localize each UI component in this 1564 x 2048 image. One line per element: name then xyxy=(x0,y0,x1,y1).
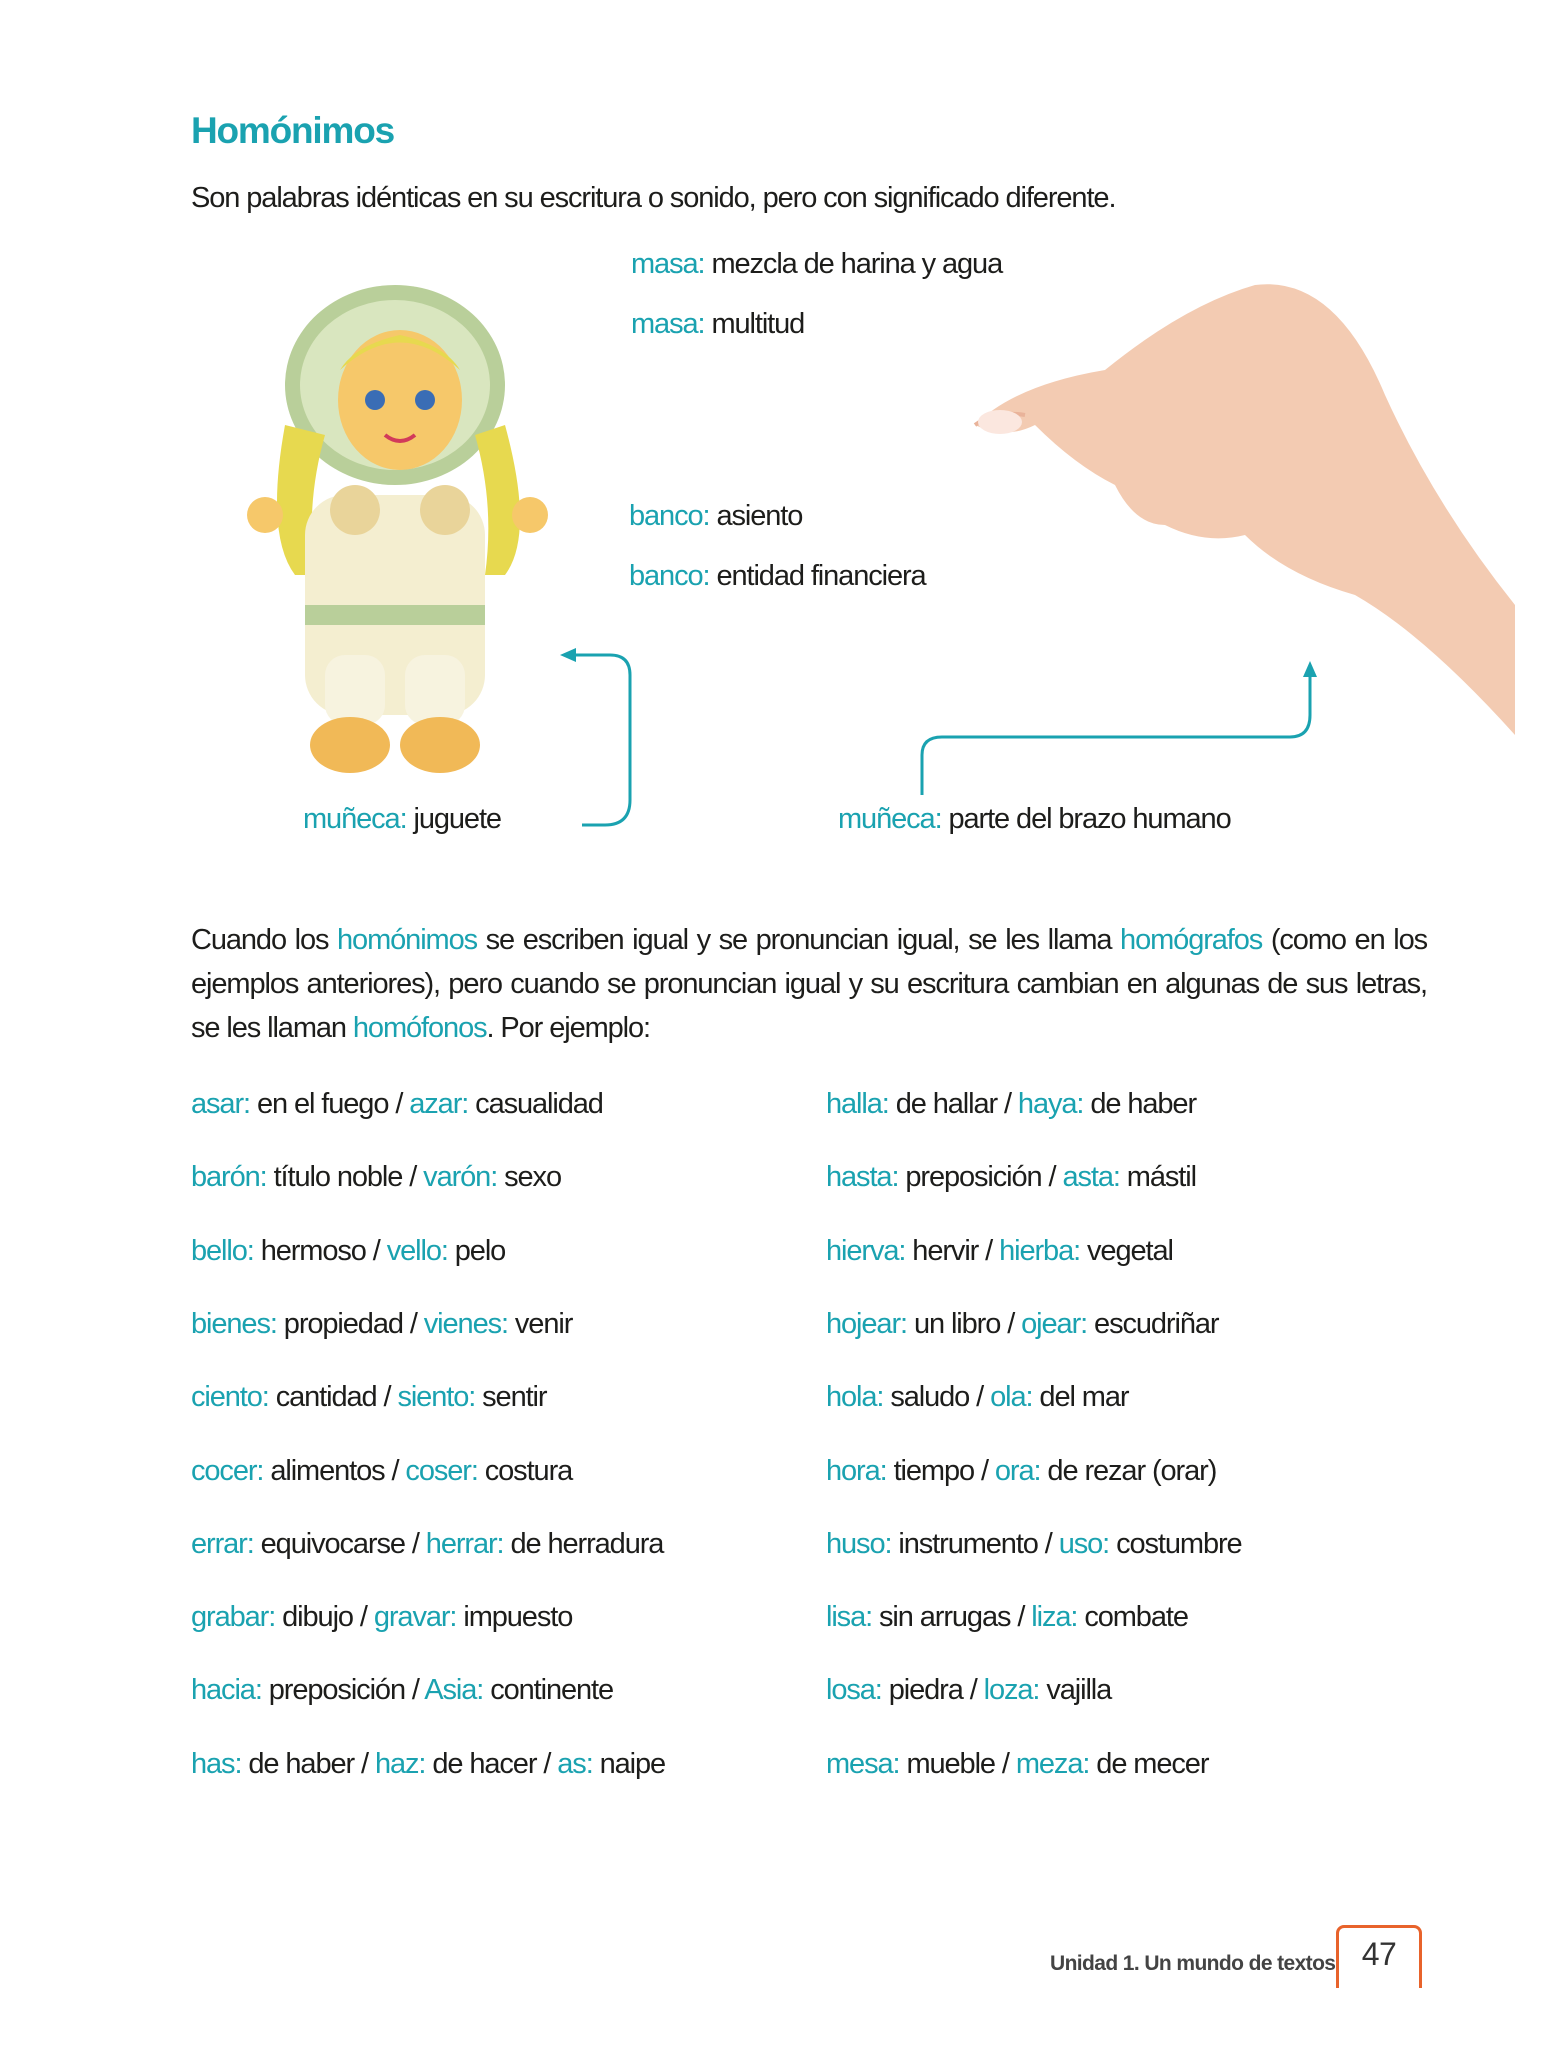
paragraph-text: se escriben igual y se pronuncian igual, se les llama xyxy=(477,924,1121,956)
term: hacia: xyxy=(191,1674,262,1707)
example-masa-1 xyxy=(631,248,1002,281)
list-row xyxy=(826,1601,1188,1634)
separator: / xyxy=(1037,1527,1059,1560)
definition: de hacer xyxy=(425,1747,537,1780)
term: banco: xyxy=(629,500,710,532)
list-row xyxy=(826,1088,1196,1121)
term: masa: xyxy=(631,248,705,280)
example-banco-2 xyxy=(629,560,926,593)
definition: mástil xyxy=(1119,1161,1196,1194)
term: mesa: xyxy=(826,1747,900,1780)
section-title: Homónimos xyxy=(191,110,394,151)
definition: de haber xyxy=(241,1747,355,1780)
term: has: xyxy=(191,1747,242,1780)
separator: / xyxy=(402,1161,424,1194)
term: haya: xyxy=(1017,1088,1084,1120)
list-row xyxy=(191,1601,572,1634)
intro-text: Son palabras idénticas en su escritura o sonido, pero con significado diferente. xyxy=(191,182,1116,214)
definition: de herradura xyxy=(503,1527,664,1560)
paragraph-text: . Por ejemplo: xyxy=(486,1012,651,1044)
list-row xyxy=(191,1748,665,1781)
definition: saludo xyxy=(883,1381,970,1414)
definition: juguete xyxy=(406,803,501,835)
list-row xyxy=(826,1455,1216,1488)
list-row xyxy=(826,1528,1242,1561)
highlighted-term: homógrafos xyxy=(1120,924,1263,956)
definition: de rezar (orar) xyxy=(1040,1454,1217,1487)
term: barón: xyxy=(191,1161,267,1194)
separator: / xyxy=(404,1674,425,1707)
definition: preposición xyxy=(261,1674,405,1707)
definition: continente xyxy=(483,1674,614,1707)
term: liza: xyxy=(1031,1601,1078,1634)
definition: naipe xyxy=(592,1747,666,1780)
separator: / xyxy=(388,1088,410,1120)
term: varón: xyxy=(423,1161,498,1194)
term: Asia: xyxy=(424,1674,484,1707)
term: asar: xyxy=(191,1088,250,1120)
definition: costura xyxy=(477,1454,573,1487)
page-number-box xyxy=(1336,1925,1422,1988)
term: uso: xyxy=(1058,1527,1110,1560)
definition: cantidad xyxy=(268,1381,377,1414)
separator: / xyxy=(974,1454,995,1487)
definition: mueble xyxy=(899,1747,995,1780)
term: as: xyxy=(557,1747,593,1780)
separator: / xyxy=(354,1747,375,1780)
separator: / xyxy=(376,1381,398,1414)
definition: escudriñar xyxy=(1087,1307,1219,1340)
term: vienes: xyxy=(423,1307,508,1340)
term: herrar: xyxy=(425,1527,504,1560)
definition: hervir xyxy=(905,1234,979,1267)
separator: / xyxy=(365,1234,387,1267)
definition: preposición xyxy=(898,1161,1042,1194)
list-row xyxy=(191,1528,663,1561)
highlighted-term: homófonos xyxy=(352,1012,487,1044)
term: lisa: xyxy=(826,1601,873,1634)
list-row xyxy=(191,1674,613,1707)
list-row xyxy=(191,1235,505,1268)
definition: vegetal xyxy=(1080,1234,1173,1267)
definition: multitud xyxy=(704,308,805,340)
term: hierba: xyxy=(999,1234,1081,1267)
doll-image xyxy=(245,275,585,775)
definition: equivocarse xyxy=(253,1527,405,1560)
definition: alimentos xyxy=(263,1454,385,1487)
definition: dibujo xyxy=(275,1601,353,1634)
definition: impuesto xyxy=(456,1601,573,1634)
list-row xyxy=(826,1381,1128,1414)
list-row xyxy=(826,1748,1208,1781)
term: losa: xyxy=(826,1674,882,1707)
highlighted-term: homónimos xyxy=(337,924,478,956)
definition: sexo xyxy=(497,1161,561,1194)
separator: / xyxy=(1010,1601,1032,1634)
example-masa-2 xyxy=(631,308,804,341)
term: cocer: xyxy=(191,1454,264,1487)
definition: casualidad xyxy=(468,1088,603,1120)
list-row xyxy=(191,1088,603,1121)
separator: / xyxy=(969,1381,991,1414)
definition: piedra xyxy=(881,1674,963,1707)
separator: / xyxy=(402,1307,424,1340)
term: bello: xyxy=(191,1234,254,1267)
list-row xyxy=(191,1308,572,1341)
definition: costumbre xyxy=(1109,1527,1242,1560)
definition: entidad financiera xyxy=(709,560,926,592)
definition: vajilla xyxy=(1039,1674,1112,1707)
term: coser: xyxy=(405,1454,478,1487)
definition: propiedad xyxy=(276,1307,403,1340)
example-muneca-1 xyxy=(303,803,501,836)
definition: título noble xyxy=(266,1161,403,1194)
separator: / xyxy=(536,1747,558,1780)
arrow-to-doll-icon xyxy=(550,640,650,840)
page-number: 47 xyxy=(1361,1936,1397,1972)
definition: un libro xyxy=(906,1307,1001,1340)
paragraph-text: Cuando los xyxy=(191,924,338,956)
definition: sin arrugas xyxy=(872,1601,1011,1634)
definition: de hallar xyxy=(888,1088,998,1120)
definition: del mar xyxy=(1032,1381,1129,1414)
term: ojear: xyxy=(1021,1307,1088,1340)
separator: / xyxy=(997,1088,1018,1120)
term: vello: xyxy=(386,1234,448,1267)
example-banco-1 xyxy=(629,500,802,533)
term: huso: xyxy=(826,1527,892,1560)
definition: de haber xyxy=(1083,1088,1197,1120)
list-row xyxy=(191,1161,561,1194)
separator: / xyxy=(1000,1307,1022,1340)
explanation-paragraph xyxy=(191,918,1427,1050)
separator: / xyxy=(994,1747,1016,1780)
list-row xyxy=(191,1381,546,1414)
term: banco: xyxy=(629,560,710,592)
definition: combate xyxy=(1077,1601,1188,1634)
definition: en el fuego xyxy=(249,1088,389,1120)
term: grabar: xyxy=(191,1601,276,1634)
term: ola: xyxy=(990,1381,1033,1414)
term: loza: xyxy=(983,1674,1040,1707)
paragraph-text: (como en los ejemplos anteriores), pero cuando se pronuncian igual y su escritura cambian en algunas de sus letras, se les llaman xyxy=(191,924,1427,1044)
definition: de mecer xyxy=(1089,1747,1209,1780)
term: bienes: xyxy=(191,1307,277,1340)
definition: pelo xyxy=(447,1234,506,1267)
separator: / xyxy=(978,1234,1000,1267)
term: hierva: xyxy=(826,1234,906,1267)
unit-title: Unidad 1. Un mundo de textos xyxy=(1050,1952,1336,1975)
term: meza: xyxy=(1015,1747,1090,1780)
definition: sentir xyxy=(475,1381,547,1414)
term: ciento: xyxy=(191,1381,269,1414)
list-row xyxy=(826,1161,1196,1194)
term: haz: xyxy=(374,1747,426,1780)
list-row xyxy=(826,1674,1111,1707)
term: halla: xyxy=(826,1088,889,1120)
definition: instrumento xyxy=(891,1527,1038,1560)
example-muneca-2 xyxy=(838,803,1231,836)
separator: / xyxy=(962,1674,984,1707)
definition: hermoso xyxy=(253,1234,366,1267)
arrow-to-hand-icon xyxy=(910,655,1330,805)
term: asta: xyxy=(1062,1161,1120,1194)
list-row xyxy=(826,1308,1218,1341)
term: muñeca: xyxy=(838,803,942,835)
term: ora: xyxy=(994,1454,1041,1487)
list-row xyxy=(826,1235,1173,1268)
definition: asiento xyxy=(709,500,803,532)
list-row xyxy=(191,1455,572,1488)
definition: parte del brazo humano xyxy=(941,803,1231,835)
separator: / xyxy=(352,1601,374,1634)
term: errar: xyxy=(191,1527,254,1560)
separator: / xyxy=(384,1454,406,1487)
separator: / xyxy=(1041,1161,1063,1194)
definition: venir xyxy=(507,1307,573,1340)
definition: mezcla de harina y agua xyxy=(704,248,1003,280)
term: azar: xyxy=(409,1088,469,1120)
separator: / xyxy=(404,1527,426,1560)
term: hola: xyxy=(826,1381,884,1414)
term: muñeca: xyxy=(303,803,407,835)
term: masa: xyxy=(631,308,705,340)
term: hora: xyxy=(826,1454,887,1487)
term: gravar: xyxy=(373,1601,457,1634)
definition: tiempo xyxy=(886,1454,975,1487)
term: hasta: xyxy=(826,1161,899,1194)
term: siento: xyxy=(397,1381,476,1414)
term: hojear: xyxy=(826,1307,907,1340)
